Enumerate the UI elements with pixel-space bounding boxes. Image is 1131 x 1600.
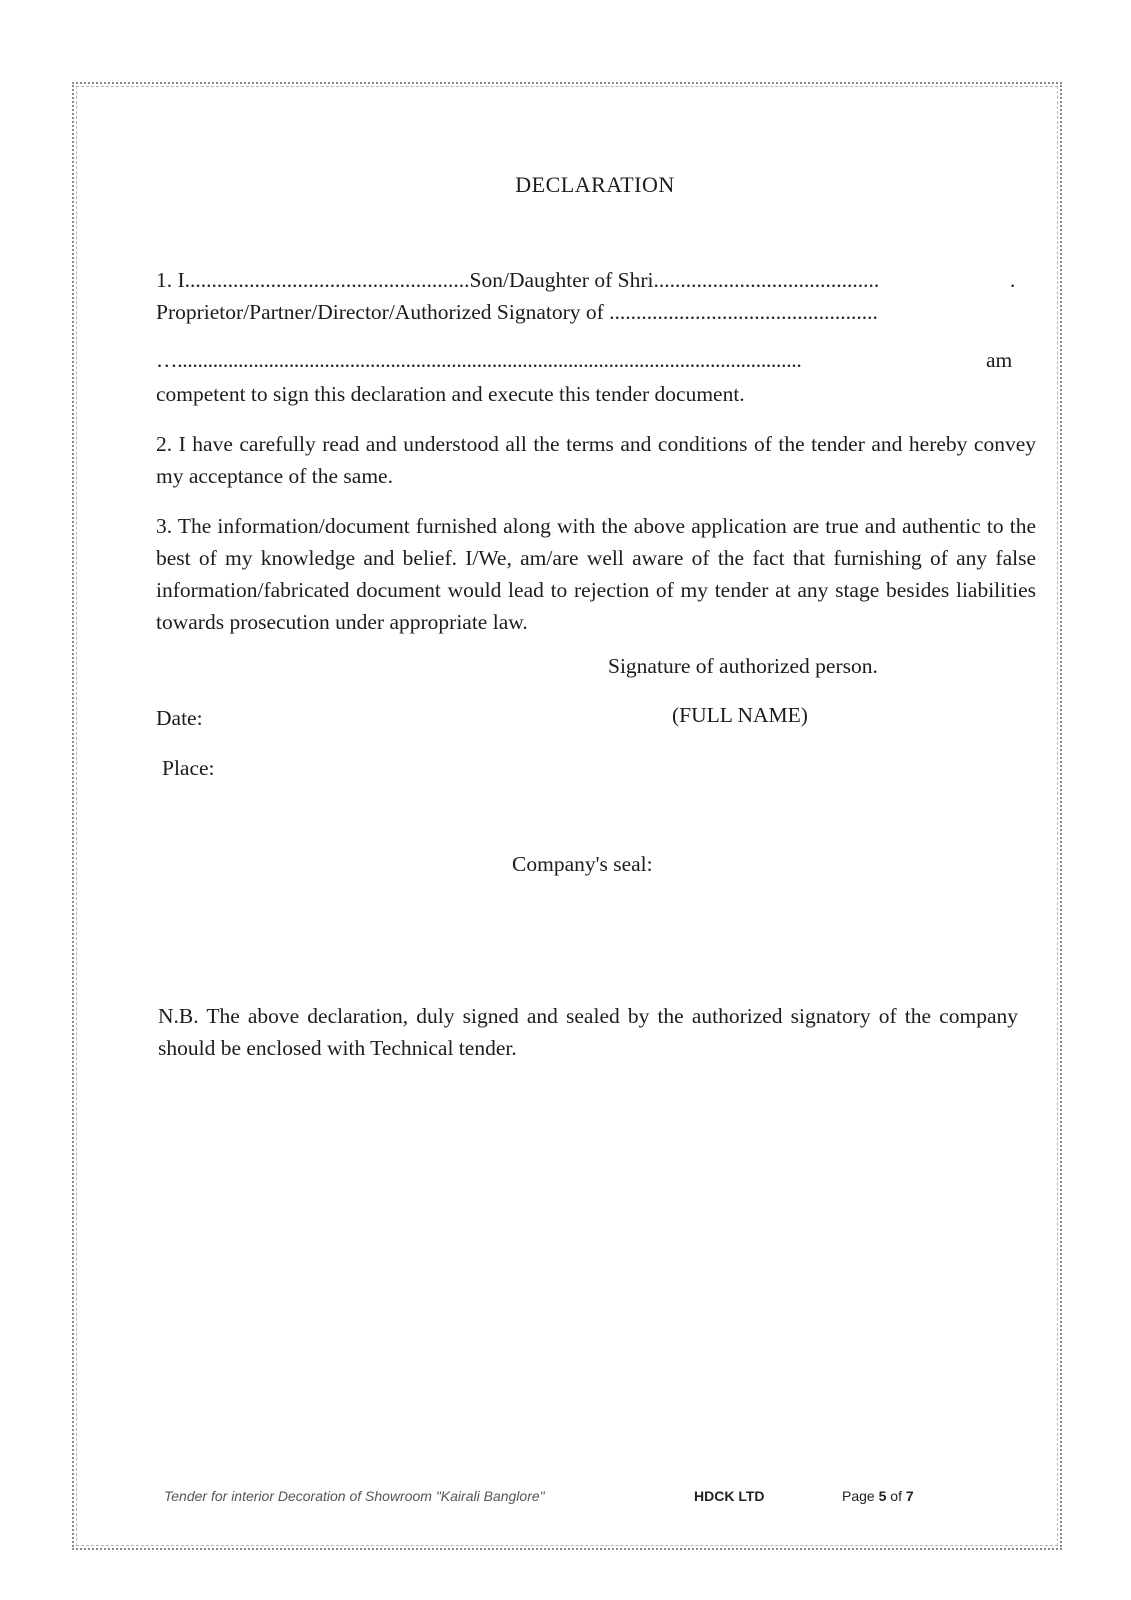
page-total: 7 xyxy=(905,1488,914,1504)
item1-line4: competent to sign this declaration and execute this tender document. xyxy=(156,382,745,406)
page-of: of xyxy=(890,1488,902,1504)
page-prefix: Page xyxy=(842,1488,875,1504)
footer-page-number xyxy=(842,1488,914,1504)
signature-label: Signature of authorized person. xyxy=(608,654,878,678)
item1-line3-am: am xyxy=(986,348,1013,372)
item1-line1: 1. I.....................................................Son/Daughter of Shri.......................................... xyxy=(156,268,880,292)
footer-tender-title: Tender for interior Decoration of Showroom "Kairali Banglore" xyxy=(164,1488,545,1504)
declaration-title: DECLARATION xyxy=(515,172,675,197)
company-seal-label: Company's seal: xyxy=(512,852,653,876)
footer-company: HDCK LTD xyxy=(694,1488,765,1504)
date-label: Date: xyxy=(156,706,203,730)
item3-paragraph: 3. The information/document furnished along with the above application are true and authentic to the best of my knowledge and belief. I/We, am/are well aware of the fact that furnishing of any false information/fabricated document would lead to rejection of my tender at any stage besides liabilities towards prosecution under appropriate law. xyxy=(156,514,1036,634)
place-label: Place: xyxy=(162,756,215,780)
item1-line2: Proprietor/Partner/Director/Authorized Signatory of .................................................. xyxy=(156,300,878,324)
page-current: 5 xyxy=(878,1488,887,1504)
item1-line3-dots: …........................................................................................................................... xyxy=(156,348,802,372)
nb-note: N.B. The above declaration, duly signed and sealed by the authorized signatory of the company should be enclosed with Technical tender. xyxy=(158,1004,1018,1060)
item2-paragraph: 2. I have carefully read and understood all the terms and conditions of the tender and hereby convey my acceptance of the same. xyxy=(156,432,1036,488)
item1-line1-dot: . xyxy=(1010,268,1016,292)
full-name-label: (FULL NAME) xyxy=(672,703,808,727)
